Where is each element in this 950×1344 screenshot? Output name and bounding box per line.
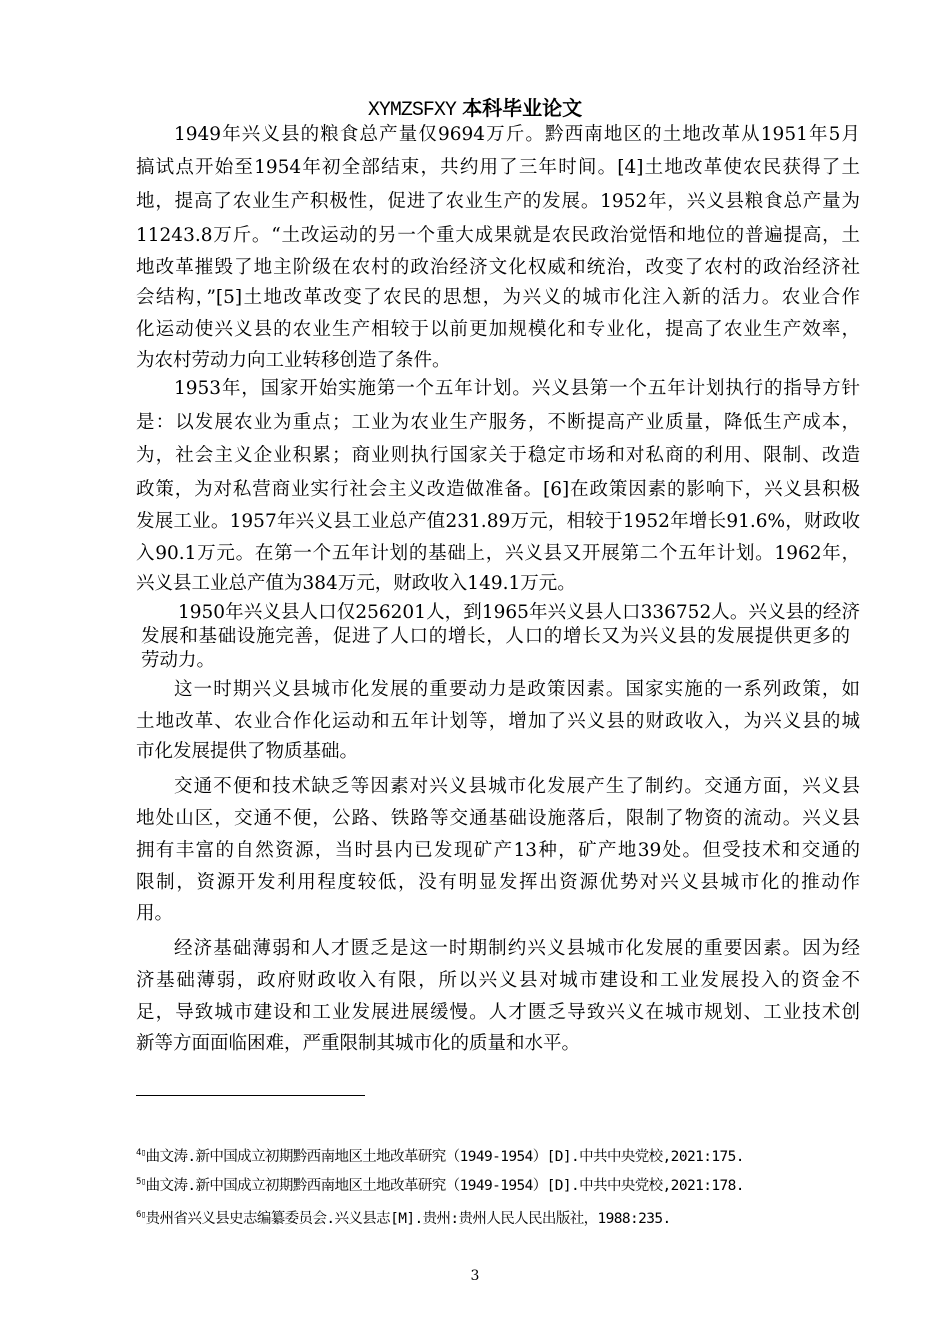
paragraph-1-line: 1949年兴义县的粮食总产量仅9694万斤。黔西南地区的土地改革从1951年5月 — [174, 124, 860, 145]
paragraph-1-line: 11243.8万斤。“土改运动的另一个重大成果就是农民政治觉悟和地位的普遍提高，土 — [136, 225, 860, 246]
footnote-mark: 5▯ — [136, 1177, 146, 1188]
paragraph-6-line: 新等方面面临困难，严重限制其城市化的质量和水平。 — [136, 1033, 581, 1054]
paragraph-2-line: 政策，为对私营商业实行社会主义改造做准备。[6]在政策因素的影响下，兴义县积极 — [136, 479, 860, 500]
paragraph-6-line: 足，导致城市建设和工业发展进展缓慢。人才匮乏导致兴义在城市规划、工业技术创 — [136, 1002, 860, 1023]
paragraph-4-line: 土地改革、农业合作化运动和五年计划等，增加了兴义县的财政收入，为兴义县的城 — [136, 711, 860, 732]
paragraph-3-line: 1950年兴义县人口仅256201人，到1965年兴义县人口336752人。兴义县的经济 — [178, 602, 860, 623]
paragraph-1-line: 为农村劳动力向工业转移创造了条件。 — [136, 350, 451, 371]
footnote-mark: 6▯ — [136, 1210, 146, 1221]
paragraph-1-line: 化运动使兴义县的农业生产相较于以前更加规模化和专业化，提高了农业生产效率， — [136, 319, 860, 340]
paragraph-2-line: 为，社会主义企业积累；商业则执行国家关于稳定市场和对私商的利用、限制、改造 — [136, 445, 860, 466]
paragraph-3-line: 发展和基础设施完善，促进了人口的增长，人口的增长又为兴义县的发展提供更多的 — [141, 626, 850, 647]
paragraph-1-line: 地改革摧毁了地主阶级在农村的政治经济文化权威和统治，改变了农村的政治经济社 — [136, 257, 860, 278]
footnote-text: 曲文涛.新中国成立初期黔西南地区土地改革研究（1949-1954）[D].中共中央党校,2021:175. — [145, 1149, 744, 1165]
header-prefix: XYMZSFXY — [367, 99, 456, 122]
footnote — [136, 1174, 744, 1195]
footnote-text: 贵州省兴义县史志编纂委员会.兴义县志[M].贵州:贵州人民人民出版社，1988:235. — [145, 1211, 671, 1227]
footnote — [136, 1207, 671, 1228]
paragraph-2-line: 是：以发展农业为重点；工业为农业生产服务，不断提高产业质量，降低生产成本， — [136, 412, 860, 433]
paragraph-5-line: 交通不便和技术缺乏等因素对兴义县城市化发展产生了制约。交通方面，兴义县 — [174, 776, 860, 797]
paragraph-2-line: 1953年，国家开始实施第一个五年计划。兴义县第一个五年计划执行的指导方针 — [174, 378, 860, 399]
paragraph-2-line: 发展工业。1957年兴义县工业总产值231.89万元，相较于1952年增长91.6%，财政收 — [136, 511, 860, 532]
paragraph-3-line: 劳动力。 — [141, 650, 216, 671]
paragraph-4-line: 市化发展提供了物质基础。 — [136, 741, 359, 762]
paragraph-6-line: 经济基础薄弱和人才匮乏是这一时期制约兴义县城市化发展的重要因素。因为经 — [174, 938, 860, 959]
page-number: 3 — [470, 1268, 480, 1284]
paragraph-4-line: 这一时期兴义县城市化发展的重要动力是政策因素。国家实施的一系列政策，如 — [174, 679, 860, 700]
paragraph-2-line: 兴义县工业总产值为384万元，财政收入149.1万元。 — [136, 573, 576, 594]
footnote — [136, 1145, 744, 1166]
paragraph-2-line: 入90.1万元。在第一个五年计划的基础上，兴义县又开展第二个五年计划。1962年， — [136, 543, 860, 564]
paragraph-5-line: 拥有丰富的自然资源，当时县内已发现矿产13种，矿产地39处。但受技术和交通的 — [136, 840, 860, 861]
paragraph-1-line: 搞试点开始至1954年初全部结束，共约用了三年时间。[4]土地改革使农民获得了土 — [136, 157, 860, 178]
footnote-text: 曲文涛.新中国成立初期黔西南地区土地改革研究（1949-1954）[D].中共中央党校,2021:178. — [145, 1178, 744, 1194]
header-title: 本科毕业论文 — [462, 96, 583, 120]
paragraph-1-line: 会结构，”[5]土地改革改变了农民的思想，为兴义的城市化注入新的活力。农业合作 — [136, 287, 860, 308]
paragraph-5-line: 限制，资源开发利用程度较低，没有明显发挥出资源优势对兴义县城市化的推动作 — [136, 872, 860, 893]
footnote-mark: 4▯ — [136, 1148, 146, 1159]
paragraph-5-line: 用。 — [136, 903, 174, 924]
footnote-divider — [136, 1095, 365, 1096]
paragraph-6-line: 济基础薄弱，政府财政收入有限，所以兴义县对城市建设和工业发展投入的资金不 — [136, 970, 860, 991]
paragraph-5-line: 地处山区，交通不便，公路、铁路等交通基础设施落后，限制了物资的流动。兴义县 — [136, 808, 860, 829]
page-header — [0, 92, 950, 122]
paragraph-1-line: 地，提高了农业生产积极性，促进了农业生产的发展。1952年，兴义县粮食总产量为 — [136, 191, 860, 212]
